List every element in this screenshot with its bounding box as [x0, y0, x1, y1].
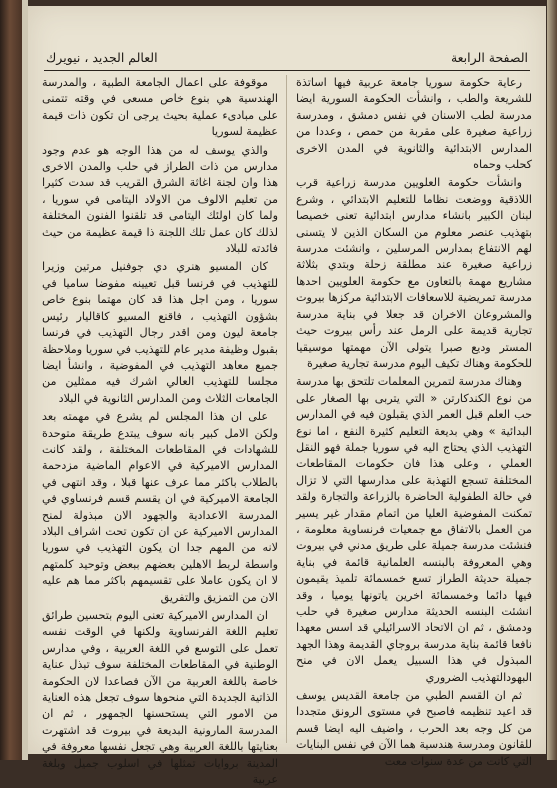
publication-name: العالم الجديد ، نيويرك	[46, 50, 158, 65]
page-right-edge	[547, 0, 557, 760]
paragraph: على ان هذا المجلس لم يشرع في مهمته بعد ولكن الامل كبير بانه سوف يبتدع طريقة متوحدة للشهادات في المقاطعات المختلفة ، ولقد كانت المدارس الاميركية في الاعوام الماضية مزدحمة بالطلاب باكثر مما عرف عنها قبلا ، وقد انتهى في الجامعة الاميركية في ان يقسم قسم فرنساوي في المدرسة الاعدادية والجهود الان مبذولة لمنح المدارس الاميركية عن ان تكون تحت اشراف البلاد لانه من المهم جدا ان يكون التهذيب في سوريا واسطة لربط الاهلين بعضهم ببعض وتوحيد كلمتهم لا ان يكون عاملا على تقسيمهم باكثر مما هم عليه الان من التمزيق والتفريق	[42, 410, 278, 604]
paragraph: ثم ان القسم الطبي من جامعة القديس يوسف قد اعيد تنظيمه فاصبح في مستوى الرونق متجددا من كل وجه بعد الحرب ، واضيف اليه ايضا قسم للقانون ومدرسة هندسية هما الآن في نفس البنايات التي كانت من عدة سنوات معت	[296, 689, 532, 768]
book-binding	[0, 0, 22, 760]
paragraph: وانشأت حكومة العلويين مدرسة زراعية قرب اللاذقية ووضعت نظاما للتعليم الابتدائي ، وشرع لبنان الكبير بانشاء مدارس ابتدائية تعنى خصيصا بتهذيب عنصر معلوم من السكان الذين لا يتسنى لهم الانتفاع بمدارس المرسلين ، وانشئت مدرسة زراعية صغيرة عند مطلقة زحلة وبتدي بثلاثة مشاريع مهمة بالتعاون مع حكومة العلويين احدها مدرسة تمريضية للاسعافات الابتدائية مركزها بيروت والمشروعان الاخران قد جعلا في بناية مدرسة تجارية قديمة على الرمل عند رأس بيروت حيث المستر وديع صبرا يتولى الآن مهمتها موسيقيا للحكومة وهناك تكيف اليوم مدرسة تجارية صغيرة	[296, 176, 532, 370]
paragraph: موقوفة على اعمال الجامعة الطبية ، والمدرسة الهندسية هي بنوع خاص مسعى في وقته تتمنى على مبادىء عملية بحيث يرجى ان تكون ذات قيمة عظيمة لسوريا	[42, 76, 278, 139]
header-rule	[44, 70, 530, 71]
paragraph: وهناك مدرسة لتمرين المعلمات تلتحق بها مدرسة من نوع الكندكارتن « التي يتربى بها الصغار على حب العلم قبل العمر الذي يقبلون فيه في المدارس البدائية » وهي بديعة التعليم كثيرة النفع ، اما نوع التهذيب الذي يحتاج اليه في سوريا جملة فهو النقل العملي ، وعلى هذا فان حكومات المقاطعات المختلفة تسجع التهذبة على مدارسها التي لا تزال في حالة الطفولية الحاضرة بالزراعة والتجارة ولقد تمكنت المفوضية العليا من اتمام مقدار غير يسير من العمل بالاتفاق مع جمعيات فرنساوية معلومة ، فنشئت مدرسة جميلة على طريق مدني في بيروت وهي المعروفة بالبنسه العلمانية قائمة في بناية جميلة حديثة الطراز تسع خمسمائة تلميذ يقيمون فيها دائما وخمسمائة اخرين ياتونها يوميا ، وقد انشئت البنسه الحديثة مدارس صغيرة في حلب ودمشق ، ثم ان الاتحاد الاسرائيلي قد اسس معهدا نافعا قائمة بناية مدرسة بروجاي القديمة وهذا الجهد المبذول في هذا السبيل يعمل الان في منح البهودالتهذيب الضروري	[296, 375, 532, 684]
column-divider	[286, 75, 287, 743]
left-column	[42, 75, 278, 787]
right-column	[296, 75, 532, 768]
newspaper-page	[28, 6, 546, 787]
paragraph: رعاية حكومة سوريا جامعة عربية فيها اساتذة للشريعة والطب ، وانشأت الحكومة السورية ايضا مدرسة لطب الاسنان في نفس دمشق ، ومدرسة زراعية صغيرة على مقربة من حمص ، وعددا من المدارس الابتدائية والثانوية في المدن الاخرى كحلب وحماه	[296, 76, 532, 172]
paragraph: والذي يوسف له من هذا الوجه هو عدم وجود مدارس من ذات الطراز في حلب والمدن الاخرى هذا وان لجنة اغاثة الشرق القريب قد سدت كثيرا من تعليم الالوف من الاولاد اليتامى في سوريا ، ولما كان اولئك اليتامى قد تلقنوا الفنون المختلفة لذلك كان عمل تلك اللجنة ذا قيمة عظيمة من حيث فائدته للبلاد	[42, 143, 278, 256]
paragraph: ان المدارس الاميركية تعنى اليوم بتحسين طرائق تعليم اللغة الفرنساوية ولكنها في الوقت نفسه تعمل على التوسع في اللغة العربية ، وفي مدارس الوطنية في المقاطعات المختلفة سوف تبذل عناية خاصة باللغة العربية من الآن فصاعدا لان الحكومة الذاتية الجديدة التي منحوها سوف تجعل هذه العناية من الامور التي يستحسنها الجمهور ، ثم ان المدرسة المارونية البديعة في بيروت قد اشتهرت بعنايتها باللغة العربية وهي تجعل نفسها معروفة في المدينة بروايات تمثلها في اسلوب جميل وبلغة عربية	[42, 609, 278, 787]
page-label: الصفحة الرابعة	[450, 50, 528, 65]
paragraph: كان المسيو هنري دي جوفنيل مرتين وزيرا للتهذيب في فرنسا قبل تعيينه مفوضا ساميا في سوريا ، ومن اجل هذا قد كان مهتما بنوع خاص بشؤون التهذيب ، فاقنع المسيو كاقاليار رئيس جامعة ليون ومن اقدر رجال التهذيب في فرنسا بقبول وظيفة مدير عام للتهذيب في سوريا وملاحظة جميع معاهد التهذيب في المفوضية ، وانشأ ايضا مجلسا للتهذيب العالي اشرك فيه ممثلين من الجامعات الثلاث ومن المدارس الثانوية في البلاد	[42, 260, 278, 405]
page-header	[46, 50, 528, 68]
